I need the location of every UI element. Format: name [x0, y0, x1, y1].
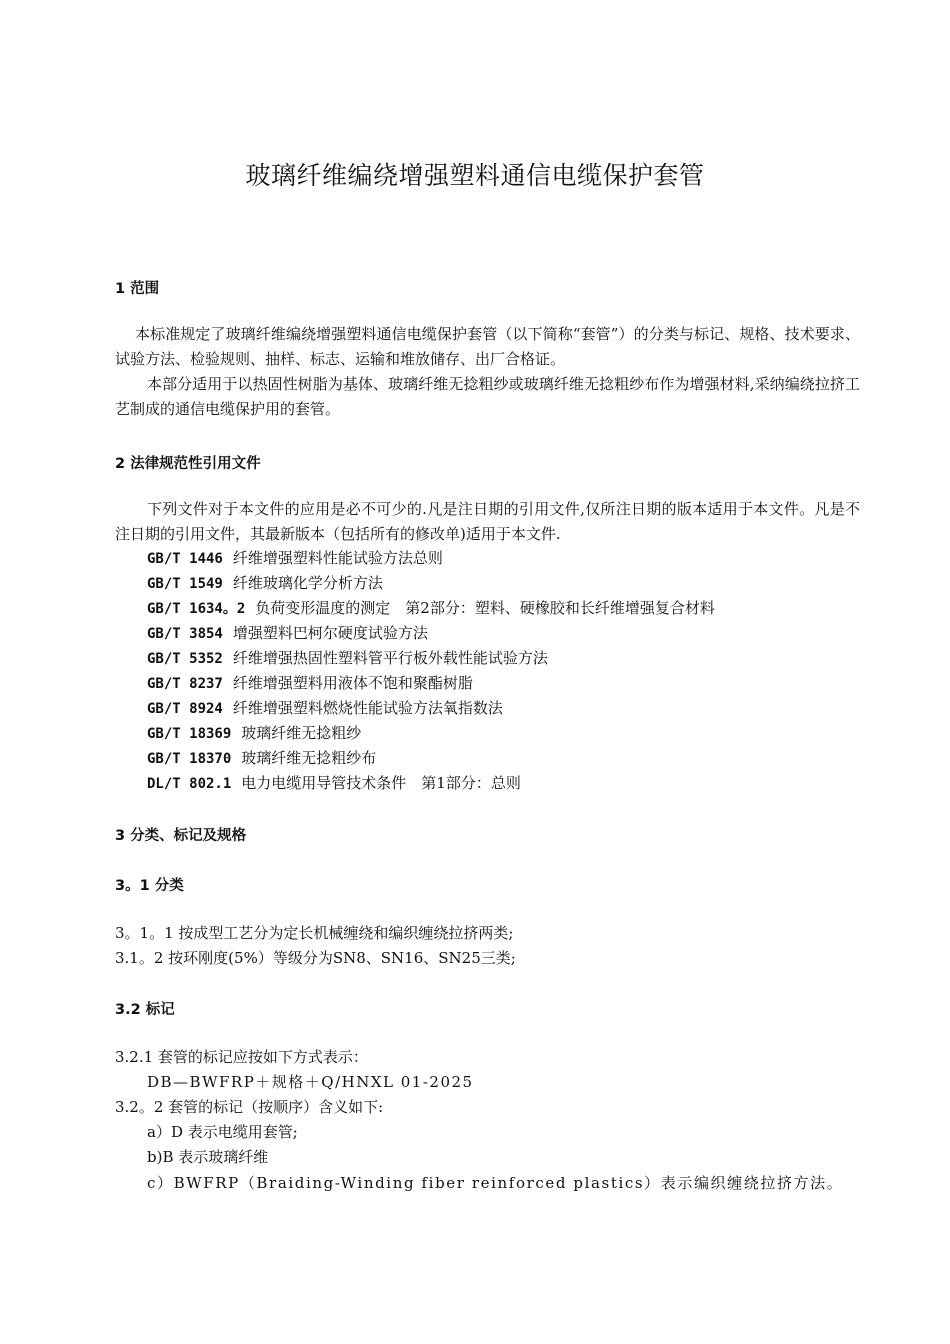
clause-3-1-2: 3.1。2 按环刚度(5%）等级分为SN8、SN16、SN25三类; — [115, 949, 516, 967]
reference-name: 增强塑料巴柯尔硬度试验方法 — [232, 624, 428, 642]
reference-item — [147, 647, 548, 668]
list-item-c: c）BWFRP（Braiding-Winding fiber reinforced plastics）表示编织缠绕拉挤方法。 — [147, 1174, 844, 1192]
reference-item — [147, 547, 443, 568]
reference-item — [147, 697, 503, 718]
reference-code: DL/T 802.1 — [147, 776, 232, 792]
reference-name: 纤维增强热固性塑料管平行板外载性能试验方法 — [232, 649, 548, 667]
reference-name: 负荷变形温度的测定 第2部分：塑料、硬橡胶和长纤维增强复合材料 — [255, 599, 715, 617]
reference-code: GB/T 8237 — [147, 676, 223, 692]
reference-name: 纤维玻璃化学分析方法 — [232, 574, 383, 592]
reference-name: 玻璃纤维无捻粗纱 — [241, 724, 362, 742]
clause-3-2-1: 3.2.1 套管的标记应按如下方式表示： — [115, 1048, 368, 1066]
reference-code: GB/T 3854 — [147, 626, 223, 642]
reference-item — [147, 772, 521, 793]
reference-item — [147, 747, 376, 768]
section-3-heading: 3 分类、标记及规格 — [115, 828, 247, 844]
reference-item — [147, 722, 361, 743]
reference-item — [147, 572, 383, 593]
reference-code: GB/T 18369 — [147, 726, 232, 742]
reference-code: GB/T 18370 — [147, 751, 232, 767]
section-1-heading: 1 范围 — [115, 281, 160, 297]
clause-3-2-2: 3.2。2 套管的标记（按顺序）含义如下: — [115, 1098, 384, 1116]
section-2-paragraph: 下列文件对于本文件的应用是必不可少的.凡是注日期的引用文件,仅所注日期的版本适用于本文件。凡是不注日期的引用文件，其最新版本（包括所有的修改单)适用于本文件. — [115, 500, 860, 543]
reference-name: 玻璃纤维无捻粗纱布 — [241, 749, 377, 767]
list-item-a: a）D 表示电缆用套管; — [147, 1123, 298, 1141]
document-title: 玻璃纤维编绕增强塑料通信电缆保护套管 — [245, 161, 705, 190]
section-1-paragraph-1: 本标准规定了玻璃纤维编绕增强塑料通信电缆保护套管（以下简称“套管”）的分类与标记、规格、技术要求、试验方法、检验规则、抽样、标志、运输和堆放储存、出厂合格证。 — [115, 325, 860, 368]
subsection-3-2-heading: 3.2 标记 — [115, 1002, 175, 1018]
subsection-3-1-heading: 3。1 分类 — [115, 878, 184, 894]
section-1-paragraph-2: 本部分适用于以热固性树脂为基体、玻璃纤维无捻粗纱或玻璃纤维无捻粗纱布作为增强材料,采纳编绕拉挤工艺制成的通信电缆保护用的套管。 — [115, 375, 860, 418]
reference-name: 纤维增强塑料用液体不饱和聚酯树脂 — [232, 674, 473, 692]
reference-name: 纤维增强塑料性能试验方法总则 — [232, 549, 443, 567]
clause-3-1-1: 3。1。1 按成型工艺分为定长机械缠绕和编织缠绕拉挤两类; — [115, 924, 514, 942]
reference-name: 纤维增强塑料燃烧性能试验方法氧指数法 — [232, 699, 503, 717]
reference-item — [147, 597, 715, 618]
reference-code: GB/T 8924 — [147, 701, 223, 717]
reference-code: GB/T 1549 — [147, 576, 223, 592]
reference-code: GB/T 1634。2 — [147, 601, 246, 617]
reference-item — [147, 672, 473, 693]
reference-item — [147, 622, 428, 643]
reference-code: GB/T 1446 — [147, 551, 223, 567]
list-item-b: b)B 表示玻璃纤维 — [147, 1148, 269, 1166]
section-2-heading: 2 法律规范性引用文件 — [115, 456, 261, 472]
reference-name: 电力电缆用导管技术条件 第1部分：总则 — [241, 774, 521, 792]
marking-format: DB—BWFRP＋规格＋Q/HNXL 01-2025 — [147, 1073, 474, 1091]
reference-code: GB/T 5352 — [147, 651, 223, 667]
